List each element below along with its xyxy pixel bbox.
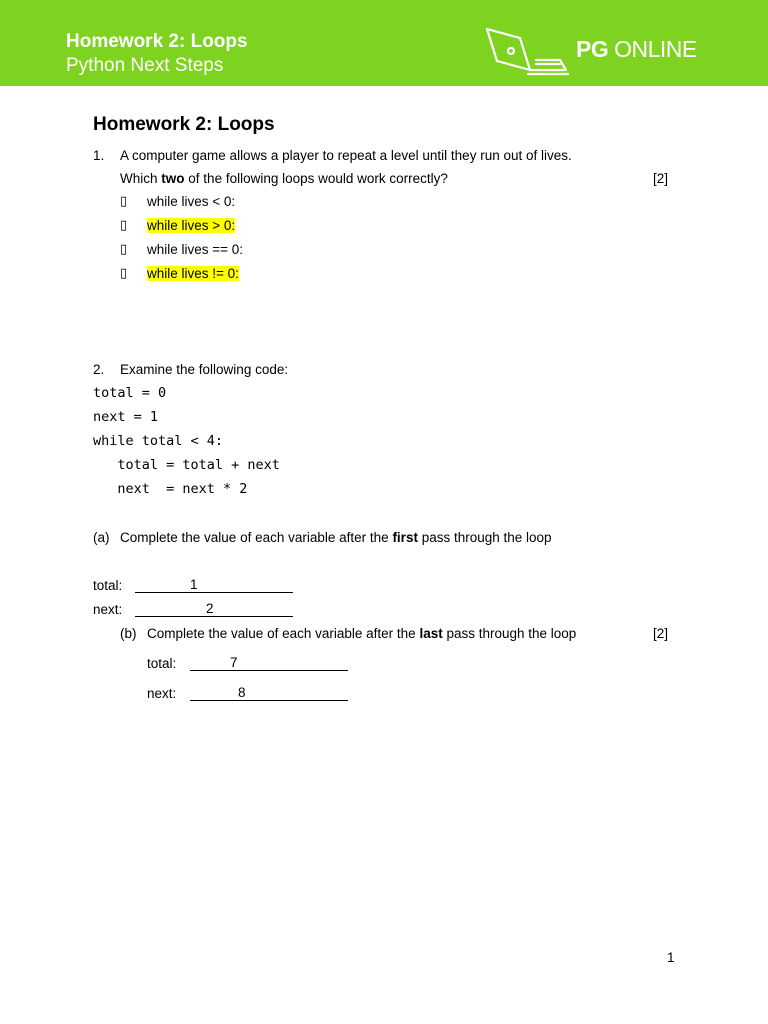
- part-a-total-answer[interactable]: 1: [135, 578, 293, 594]
- question-1-marks: [2]: [653, 171, 669, 186]
- part-a-text: Complete the value of each variable after the first pass through the loop: [120, 530, 552, 545]
- option-3-checkbox[interactable]: ▯: [120, 242, 128, 257]
- code-line-2: next = 1: [93, 409, 159, 425]
- laptop-logo-icon: [484, 26, 570, 78]
- code-line-5: next = next * 2: [93, 481, 248, 497]
- option-4-checkbox[interactable]: ▯: [120, 266, 128, 281]
- code-line-3: while total < 4:: [93, 433, 224, 449]
- part-a-next-answer[interactable]: 2: [135, 602, 293, 618]
- header-subtitle: Python Next Steps: [66, 55, 224, 76]
- header-banner: [0, 0, 768, 86]
- part-a-total-label: total:: [93, 578, 123, 593]
- part-b-total-answer[interactable]: 7: [190, 656, 348, 672]
- brand-logo-text: PG ONLINE: [576, 36, 697, 62]
- option-4-label-highlighted: while lives != 0:: [147, 266, 239, 281]
- option-3-label: while lives == 0:: [147, 242, 244, 257]
- option-2-label-highlighted: while lives > 0:: [147, 218, 236, 233]
- header-title: Homework 2: Loops: [66, 31, 248, 52]
- page-number: 1: [667, 950, 675, 965]
- part-b-next-label: next:: [147, 686, 177, 701]
- page-title: Homework 2: Loops: [93, 114, 275, 135]
- code-line-4: total = total + next: [93, 457, 280, 473]
- option-1-label: while lives < 0:: [147, 194, 236, 209]
- option-2-checkbox[interactable]: ▯: [120, 218, 128, 233]
- question-1-text: A computer game allows a player to repeat a level until they run out of lives.: [120, 148, 572, 163]
- question-2-number: 2.: [93, 362, 105, 377]
- part-b-text: Complete the value of each variable after the last pass through the loop: [147, 626, 577, 641]
- option-1-checkbox[interactable]: ▯: [120, 194, 128, 209]
- part-b-total-label: total:: [147, 656, 177, 671]
- part-b-next-answer[interactable]: 8: [190, 686, 348, 702]
- part-b-marks: [2]: [653, 626, 669, 641]
- part-a-next-label: next:: [93, 602, 123, 617]
- part-a-label: (a): [93, 530, 110, 545]
- question-2-intro: Examine the following code:: [120, 362, 289, 377]
- question-1-number: 1.: [93, 148, 105, 163]
- question-1-prompt: Which two of the following loops would work correctly?: [120, 171, 448, 186]
- code-line-1: total = 0: [93, 385, 167, 401]
- part-b-label: (b): [120, 626, 137, 641]
